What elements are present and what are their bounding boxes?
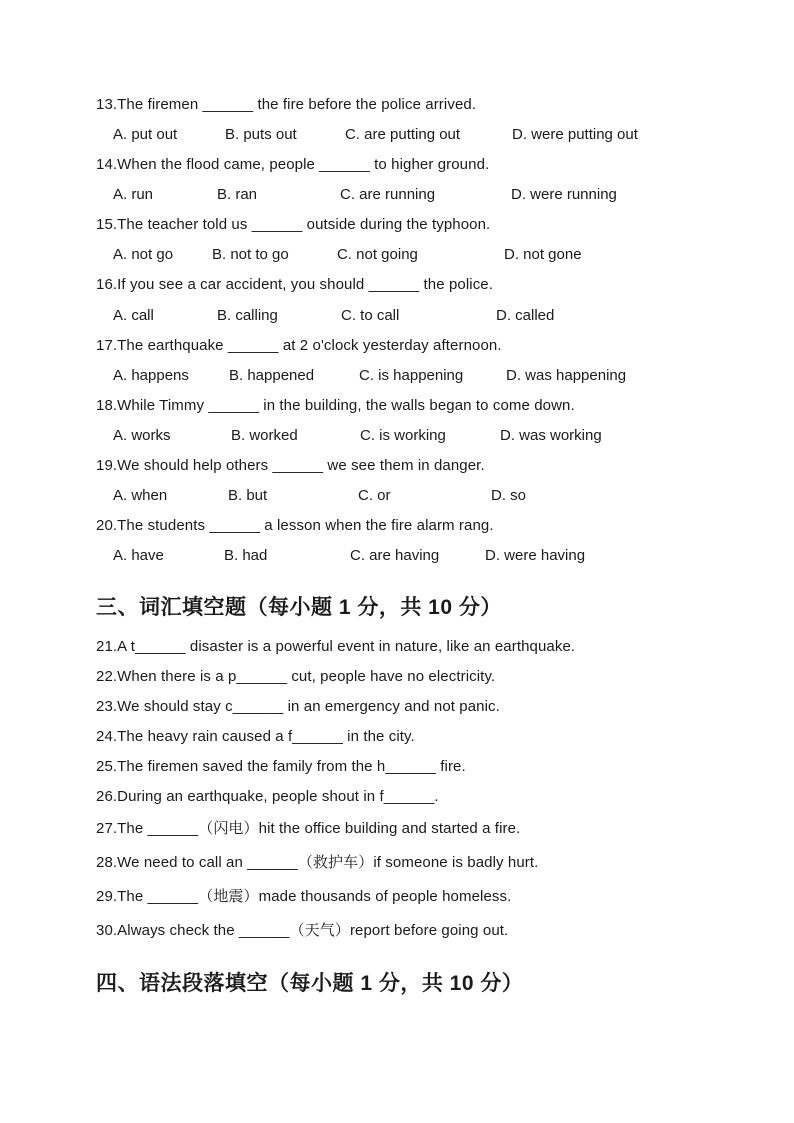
- vocab-item-28: 28.We need to call an ______（救护车）if someone is badly hurt.: [96, 854, 539, 871]
- question-19-option-c[interactable]: C. or: [358, 487, 391, 504]
- question-19-option-a[interactable]: A. when: [113, 487, 168, 504]
- vocab-item-23: 23.We should stay c______ in an emergency and not panic.: [96, 698, 500, 715]
- question-14-option-a[interactable]: A. run: [113, 186, 154, 203]
- vocab-item-21: 21.A t______ disaster is a powerful event in nature, like an earthquake.: [96, 638, 576, 655]
- question-14-stem: 14.When the flood came, people ______ to higher ground.: [96, 156, 490, 173]
- question-13-option-c[interactable]: C. are putting out: [345, 126, 461, 143]
- vocab-item-22: 22.When there is a p______ cut, people have no electricity.: [96, 668, 496, 685]
- question-16-option-d[interactable]: D. called: [496, 307, 555, 324]
- question-18-option-b[interactable]: B. worked: [231, 427, 298, 444]
- question-13-stem: 13.The firemen ______ the fire before the police arrived.: [96, 96, 477, 113]
- question-15-option-c[interactable]: C. not going: [337, 246, 418, 263]
- question-16-stem: 16.If you see a car accident, you should ______ the police.: [96, 276, 493, 293]
- question-19-option-b[interactable]: B. but: [228, 487, 268, 504]
- question-18-option-c[interactable]: C. is working: [360, 427, 446, 444]
- question-16-option-a[interactable]: A. call: [113, 307, 154, 324]
- question-13-option-b[interactable]: B. puts out: [225, 126, 297, 143]
- question-14-option-d[interactable]: D. were running: [511, 186, 617, 203]
- section-3-heading: 三、词汇填空题（每小题 1 分，共 10 分）: [96, 596, 502, 619]
- question-19-stem: 19.We should help others ______ we see them in danger.: [96, 457, 485, 474]
- section-4-heading: 四、语法段落填空（每小题 1 分，共 10 分）: [96, 972, 524, 995]
- vocab-item-27: 27.The ______（闪电）hit the office building and started a fire.: [96, 820, 521, 837]
- question-16-option-b[interactable]: B. calling: [217, 307, 278, 324]
- question-18-option-d[interactable]: D. was working: [500, 427, 602, 444]
- vocab-item-29: 29.The ______（地震）made thousands of people homeless.: [96, 888, 512, 905]
- question-20-option-b[interactable]: B. had: [224, 547, 268, 564]
- vocab-item-30: 30.Always check the ______（天气）report before going out.: [96, 922, 509, 939]
- question-20-option-a[interactable]: A. have: [113, 547, 164, 564]
- question-16-option-c[interactable]: C. to call: [341, 307, 400, 324]
- question-20-stem: 20.The students ______ a lesson when the fire alarm rang.: [96, 517, 494, 534]
- vocab-item-25: 25.The firemen saved the family from the h______ fire.: [96, 758, 466, 775]
- question-14-option-c[interactable]: C. are running: [340, 186, 436, 203]
- question-13-option-a[interactable]: A. put out: [113, 126, 178, 143]
- question-20-option-c[interactable]: C. are having: [350, 547, 440, 564]
- question-17-option-d[interactable]: D. was happening: [506, 367, 627, 384]
- question-17-option-b[interactable]: B. happened: [229, 367, 315, 384]
- question-15-option-b[interactable]: B. not to go: [212, 246, 289, 263]
- question-18-stem: 18.While Timmy ______ in the building, the walls began to come down.: [96, 397, 575, 414]
- question-15-stem: 15.The teacher told us ______ outside during the typhoon.: [96, 216, 491, 233]
- question-15-option-a[interactable]: A. not go: [113, 246, 174, 263]
- question-17-stem: 17.The earthquake ______ at 2 o'clock yesterday afternoon.: [96, 337, 502, 354]
- vocab-item-24: 24.The heavy rain caused a f______ in the city.: [96, 728, 415, 745]
- vocab-item-26: 26.During an earthquake, people shout in f______.: [96, 788, 439, 805]
- question-17-option-c[interactable]: C. is happening: [359, 367, 464, 384]
- question-15-option-d[interactable]: D. not gone: [504, 246, 582, 263]
- question-19-option-d[interactable]: D. so: [491, 487, 527, 504]
- question-17-option-a[interactable]: A. happens: [113, 367, 189, 384]
- question-18-option-a[interactable]: A. works: [113, 427, 171, 444]
- question-20-option-d[interactable]: D. were having: [485, 547, 586, 564]
- question-14-option-b[interactable]: B. ran: [217, 186, 258, 203]
- question-13-option-d[interactable]: D. were putting out: [512, 126, 638, 143]
